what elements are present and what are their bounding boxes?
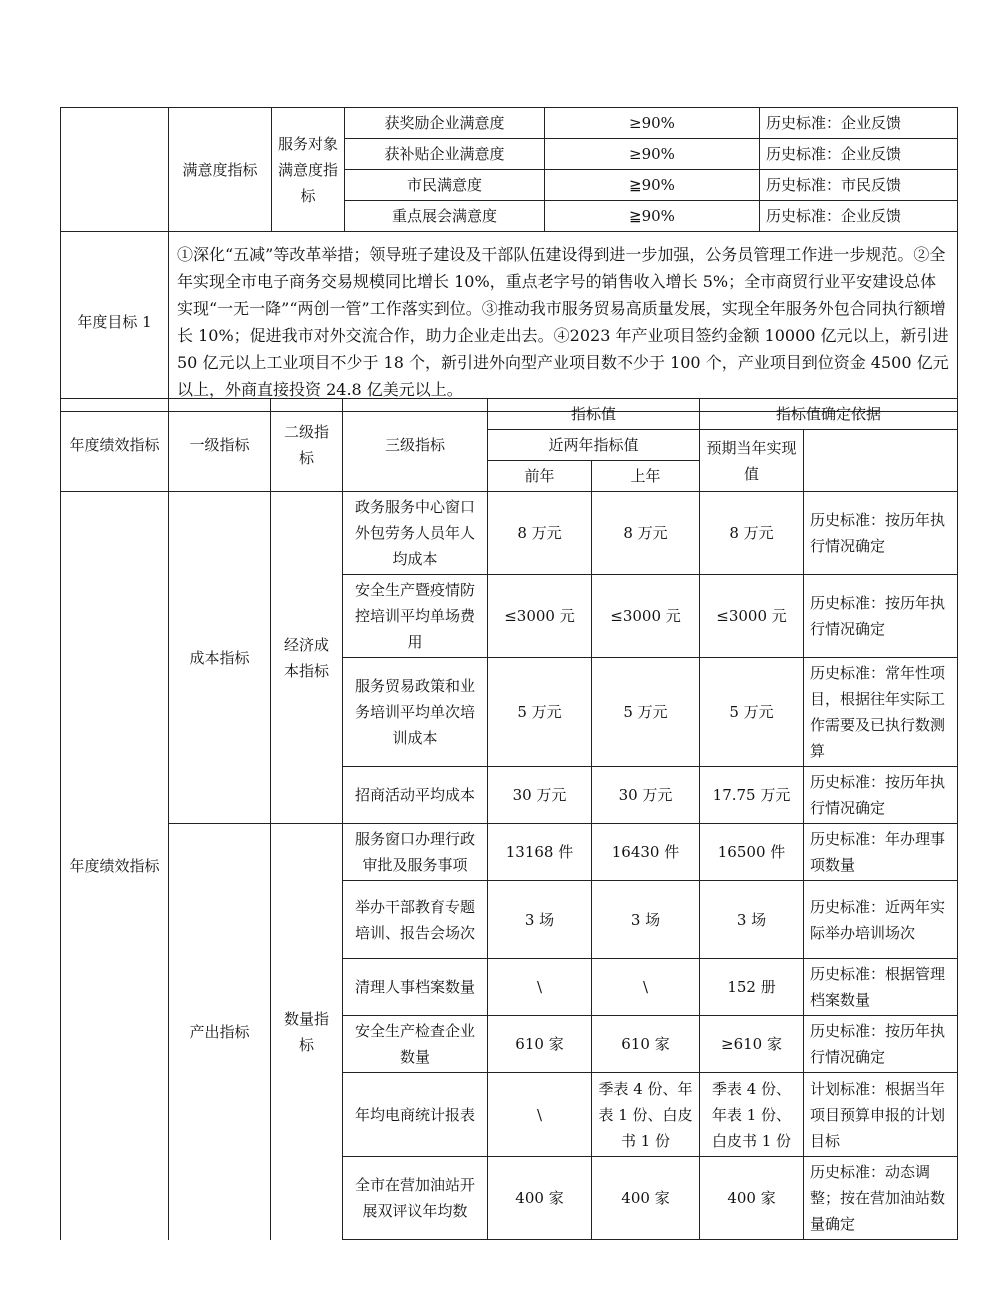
header-indicator-value: 指标值 bbox=[488, 399, 700, 430]
indicator-basis: 历史标准：根据管理档案数量 bbox=[804, 959, 958, 1016]
indicator-name: 年均电商统计报表 bbox=[343, 1073, 488, 1157]
value-expected: 152 册 bbox=[700, 959, 804, 1016]
indicator-basis: 历史标准：企业反馈 bbox=[760, 139, 958, 170]
indicator-basis: 计划标准：根据当年项目预算申报的计划目标 bbox=[804, 1073, 958, 1157]
value-last: 3 场 bbox=[592, 881, 700, 959]
header-recent-two-years: 近两年指标值 bbox=[488, 430, 700, 461]
blank-cell bbox=[61, 108, 169, 232]
indicator-basis: 历史标准：动态调整；按在营加油站数量确定 bbox=[804, 1157, 958, 1240]
header-level2: 二级指标 bbox=[271, 399, 343, 492]
header-level3: 三级指标 bbox=[343, 399, 488, 492]
indicator-basis: 历史标准：市民反馈 bbox=[760, 170, 958, 201]
level2-output: 数量指标 bbox=[271, 824, 343, 1240]
indicator-value: ≥90% bbox=[545, 139, 760, 170]
value-prev: 8 万元 bbox=[488, 492, 592, 575]
value-last: 8 万元 bbox=[592, 492, 700, 575]
value-prev: 5 万元 bbox=[488, 658, 592, 767]
level1-cost: 成本指标 bbox=[169, 492, 271, 824]
value-prev: ≤3000 元 bbox=[488, 575, 592, 658]
indicator-name: 获奖励企业满意度 bbox=[345, 108, 545, 139]
indicator-name: 全市在营加油站开展双评议年均数 bbox=[343, 1157, 488, 1240]
value-last: 季表 4 份、年表 1 份、白皮书 1 份 bbox=[592, 1073, 700, 1157]
header-prev-year: 前年 bbox=[488, 461, 592, 492]
indicator-name: 安全生产检查企业数量 bbox=[343, 1016, 488, 1073]
level2-cost: 经济成本指标 bbox=[271, 492, 343, 824]
value-expected: ≤3000 元 bbox=[700, 575, 804, 658]
indicator-name: 政务服务中心窗口外包劳务人员年人均成本 bbox=[343, 492, 488, 575]
value-expected: 8 万元 bbox=[700, 492, 804, 575]
header-last-year: 上年 bbox=[592, 461, 700, 492]
level1-output: 产出指标 bbox=[169, 824, 271, 1240]
header-expected: 预期当年实现值 bbox=[700, 430, 804, 492]
value-prev: \ bbox=[488, 959, 592, 1016]
value-last: \ bbox=[592, 959, 700, 1016]
indicator-basis: 历史标准：近两年实际举办培训场次 bbox=[804, 881, 958, 959]
value-prev: 3 场 bbox=[488, 881, 592, 959]
indicator-name: 招商活动平均成本 bbox=[343, 767, 488, 824]
indicator-basis: 历史标准：企业反馈 bbox=[760, 201, 958, 232]
header-basis: 指标值确定依据 bbox=[700, 399, 958, 430]
indicator-name: 安全生产暨疫情防控培训平均单场费用 bbox=[343, 575, 488, 658]
value-expected: 16500 件 bbox=[700, 824, 804, 881]
value-last: 610 家 bbox=[592, 1016, 700, 1073]
indicator-basis: 历史标准：按历年执行情况确定 bbox=[804, 492, 958, 575]
header-annual-performance: 年度绩效指标 bbox=[61, 399, 169, 492]
indicator-name: 举办干部教育专题培训、报告会场次 bbox=[343, 881, 488, 959]
annual-goal-label: 年度目标 1 bbox=[61, 232, 169, 412]
value-last: 30 万元 bbox=[592, 767, 700, 824]
indicator-basis: 历史标准：企业反馈 bbox=[760, 108, 958, 139]
value-prev: 610 家 bbox=[488, 1016, 592, 1073]
indicator-value: ≧90% bbox=[545, 201, 760, 232]
indicator-value: ≥90% bbox=[545, 108, 760, 139]
header-basis-blank bbox=[804, 430, 958, 492]
indicator-name: 服务贸易政策和业务培训平均单次培训成本 bbox=[343, 658, 488, 767]
satisfaction-table bbox=[60, 107, 958, 412]
indicator-value: ≧90% bbox=[545, 170, 760, 201]
value-prev: 30 万元 bbox=[488, 767, 592, 824]
indicator-basis: 历史标准：年办理事项数量 bbox=[804, 824, 958, 881]
level2-satisfaction: 服务对象满意度指标 bbox=[272, 108, 345, 232]
value-expected: 400 家 bbox=[700, 1157, 804, 1240]
level1-satisfaction: 满意度指标 bbox=[169, 108, 272, 232]
value-prev: \ bbox=[488, 1073, 592, 1157]
section-label: 年度绩效指标 bbox=[61, 492, 169, 1240]
value-prev: 400 家 bbox=[488, 1157, 592, 1240]
indicator-basis: 历史标准：按历年执行情况确定 bbox=[804, 767, 958, 824]
value-last: ≤3000 元 bbox=[592, 575, 700, 658]
value-prev: 13168 件 bbox=[488, 824, 592, 881]
indicator-name: 获补贴企业满意度 bbox=[345, 139, 545, 170]
annual-goal-text: ①深化“五减”等改革举措；领导班子建设及干部队伍建设得到进一步加强，公务员管理工作进一步规范。②全年实现全市电子商务交易规模同比增长 10%，重点老字号的销售收入增长 5%；全市商贸行业平安建设总体实现“一无一降”“两创一管”工作落实到位。③推动我市服务贸易高质量发展，实现全年服务外包合同执行额增长 10%；促进我市对外交流合作，助力企业走出去。④2023 年产业项目签约金额 10000 亿元以上，新引进 50 亿元以上工业项目不少于 18 个，新引进外向型产业项目数不少于 100 个，产业项目到位资金 4500 亿元以上，外商直接投资 24.8 亿美元以上。 bbox=[169, 232, 958, 412]
header-level1: 一级指标 bbox=[169, 399, 271, 492]
value-expected: 季表 4 份、年表 1 份、白皮书 1 份 bbox=[700, 1073, 804, 1157]
value-expected: 3 场 bbox=[700, 881, 804, 959]
performance-table bbox=[60, 398, 958, 1240]
value-last: 400 家 bbox=[592, 1157, 700, 1240]
indicator-name: 重点展会满意度 bbox=[345, 201, 545, 232]
indicator-name: 服务窗口办理行政审批及服务事项 bbox=[343, 824, 488, 881]
indicator-basis: 历史标准：按历年执行情况确定 bbox=[804, 1016, 958, 1073]
value-last: 5 万元 bbox=[592, 658, 700, 767]
value-expected: 5 万元 bbox=[700, 658, 804, 767]
value-expected: 17.75 万元 bbox=[700, 767, 804, 824]
indicator-name: 市民满意度 bbox=[345, 170, 545, 201]
indicator-basis: 历史标准：按历年执行情况确定 bbox=[804, 575, 958, 658]
value-last: 16430 件 bbox=[592, 824, 700, 881]
value-expected: ≥610 家 bbox=[700, 1016, 804, 1073]
indicator-name: 清理人事档案数量 bbox=[343, 959, 488, 1016]
indicator-basis: 历史标准：常年性项目，根据往年实际工作需要及已执行数测算 bbox=[804, 658, 958, 767]
